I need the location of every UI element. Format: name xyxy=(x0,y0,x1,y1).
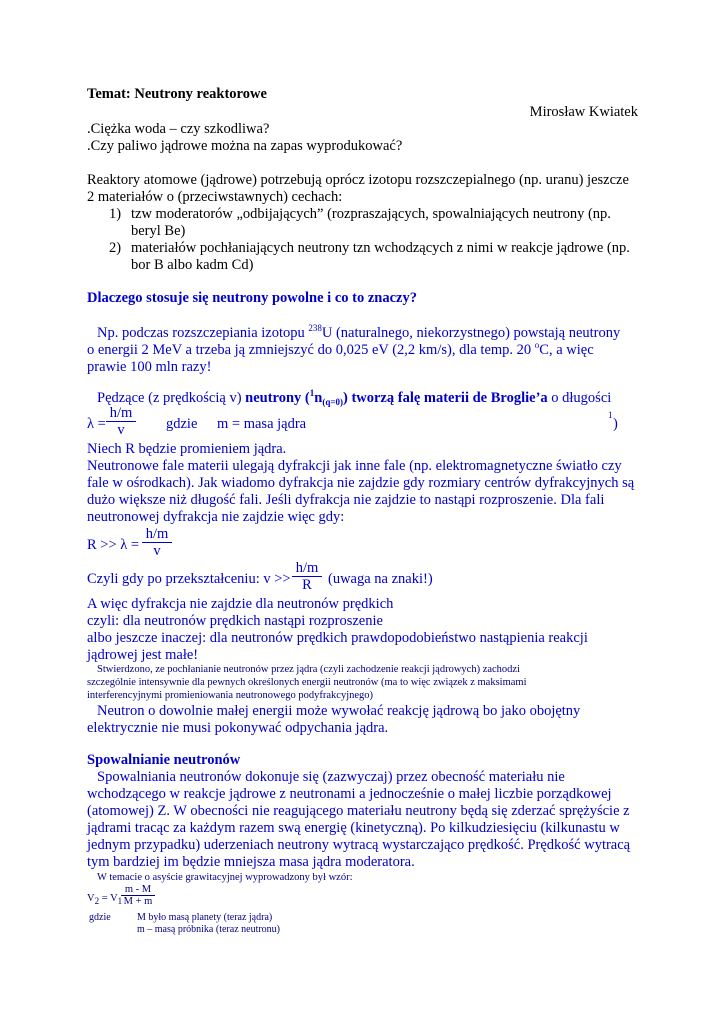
intro-line-2: 2 materiałów o (przeciwstawnych) cechach: xyxy=(87,189,343,205)
moderation-line-6: tym bardziej im będzie mniejsza masa jądra moderatora. xyxy=(87,854,415,870)
note-line-2: szczególnie intensywnie dla pewnych określonych energii neutronów (ma to więc związek z maksimami xyxy=(87,677,527,688)
velocity-formula-fraction xyxy=(121,884,155,907)
fraction-denominator: M + m xyxy=(123,896,153,907)
paragraph-fission-line-3: prawie 100 mln razy! xyxy=(87,359,212,375)
list-item-2-line-2: bor B albo kadm Cd) xyxy=(131,257,254,273)
conclusion-line-3: albo jeszcze inaczej: dla neutronów prędkich prawdopodobieństwo nastąpienia reakcji xyxy=(87,630,588,646)
moderation-line-2: wchodzącego w reakcje jądrowe z neutronami a jednocześnie o małej liczbie porządkowej xyxy=(87,786,612,802)
diffraction-paragraph-line-3: dużo większe niż długość fali. Jeśli dyfrakcja nie zajdzie to nastąpi rozproszenie. Dla fali xyxy=(87,492,605,508)
fraction-numerator: h/m xyxy=(145,526,169,542)
mass-definition: m = masa jądra xyxy=(217,416,307,432)
footnote-marker: 1 xyxy=(608,410,613,420)
sign-warning: (uwaga na znaki!) xyxy=(328,571,433,587)
moderation-line-5: jednym przypadku) uderzeniach neutrony wytracą wystarczająco prędkość. Prędkość wytracą xyxy=(87,837,631,853)
gdzie-label: gdzie xyxy=(166,416,198,432)
inequality-fraction xyxy=(142,526,172,559)
paragraph-fission-line-2: o energii 2 MeV a trzeba ją zmniejszyć do 0,025 eV (2,2 km/s), dla temp. 20 $^o$C, a więc xyxy=(87,340,594,358)
radius-definition: Niech R będzie promieniem jądra. xyxy=(87,441,287,457)
conclusion-line-2: czyli: dla neutronów prędkich nastąpi rozproszenie xyxy=(87,613,383,629)
fraction-denominator: R xyxy=(302,577,312,593)
velocity-fraction xyxy=(292,560,322,593)
moderation-line-3: (atomowej) Z. W obecności nie reagującego materiału neutrony będą się zderzać sprężyście z xyxy=(87,803,630,819)
definitions-gdzie: gdzie xyxy=(89,912,111,923)
diffraction-paragraph-line-4: neutronowej dyfrakcja nie zajdzie więc gdy: xyxy=(87,509,345,525)
section-heading-moderation: Spowalnianie neutronów xyxy=(87,752,241,768)
note-line-3: interferencyjnymi promieniowania neutronowego podyfrakcyjnego) xyxy=(87,690,374,701)
definition-probe-mass: m – masą próbnika (teraz neutronu) xyxy=(137,924,281,935)
note-line-1: Stwierdzono, ze pochłanianie neutronów przez jądra (czyli zachodzenie reakcji jądrowych) zachodzi xyxy=(97,664,520,675)
question-1: .Ciężka woda – czy szkodliwa? xyxy=(87,121,270,137)
list-item-1-line-1: tzw moderatorów „odbijających” (rozpraszających, spowalniających neutrony (np. xyxy=(131,206,611,222)
fraction-denominator: v xyxy=(117,422,125,438)
moderation-line-4: jądrami tracąc za każdym razem swą energię (kinetyczną). Po kilkudziesięciu (kilkunastu w xyxy=(87,820,620,836)
inequality-lhs: R >> λ = xyxy=(87,537,140,553)
question-2: .Czy paliwo jądrowe można na zapas wyprodukować? xyxy=(87,138,403,154)
fraction-numerator: h/m xyxy=(295,560,319,576)
definition-planet-mass: M było masą planety (teraz jądra) xyxy=(137,912,273,923)
list-number-1: 1) xyxy=(109,206,122,222)
section-heading-slow-neutrons: Dlaczego stosuje się neutrony powolne i co to znaczy? xyxy=(87,290,417,306)
intro-line-1: Reaktory atomowe (jądrowe) potrzebują oprócz izotopu rozszczepialnego (np. uranu) jeszcze xyxy=(87,172,629,188)
footnote-paren: ) xyxy=(613,416,618,432)
list-item-2-line-1: materiałów pochłaniających neutrony tzn wchodzących z nimi w reakcje jądrowe (np. xyxy=(131,240,630,256)
moderation-line-1: Spowalniania neutronów dokonuje się (zazwyczaj) przez obecność materiału nie xyxy=(97,769,565,785)
velocity-formula-lhs: $V_2 = V_1$ xyxy=(87,893,123,906)
diffraction-paragraph-line-1: Neutronowe fale materii ulegają dyfrakcji jak inne fale (np. elektromagnetyczne światło czy xyxy=(87,458,622,474)
list-number-2: 2) xyxy=(109,240,122,256)
paragraph-fission-line-1: Np. podczas rozszczepiania izotopu $^{238}$U (naturalnego, niekorzystnego) powstają neutrony xyxy=(97,323,621,341)
conclusion-line-4: jądrowej jest małe! xyxy=(87,647,199,663)
diffraction-paragraph-line-2: fale w ośrodkach). Jak wiadomo dyfrakcja nie zajdzie gdy rozmiary centrów dyfrakcyjnych są xyxy=(87,475,635,491)
debroglie-sentence: Pędzące (z prędkością v) neutrony $(^1n_{(q=0)})$ tworzą falę materii de Broglie’a o długości xyxy=(97,388,612,407)
lambda-lhs: λ = xyxy=(87,416,106,432)
fraction-numerator: m - M xyxy=(124,884,152,895)
fraction-denominator: v xyxy=(153,543,161,559)
author-name: Mirosław Kwiatek xyxy=(529,104,638,120)
conclusion-line-1: A więc dyfrakcja nie zajdzie dla neutronów prędkich xyxy=(87,596,394,612)
neutral-neutron-line-2: elektrycznie nie musi pokonywać odpychania jądra. xyxy=(87,720,389,736)
velocity-condition-lhs: Czyli gdy po przekształceniu: v >> xyxy=(87,571,291,587)
gravity-assist-note: W temacie o asyście grawitacyjnej wyprowadzony był wzór: xyxy=(97,872,353,883)
list-item-1-line-2: beryl Be) xyxy=(131,223,186,239)
document-title: Temat: Neutrony reaktorowe xyxy=(87,86,267,102)
lambda-fraction xyxy=(106,405,136,438)
neutral-neutron-line-1: Neutron o dowolnie małej energii może wywołać reakcję jądrową bo jako obojętny xyxy=(97,703,581,719)
fraction-numerator: h/m xyxy=(109,405,133,421)
